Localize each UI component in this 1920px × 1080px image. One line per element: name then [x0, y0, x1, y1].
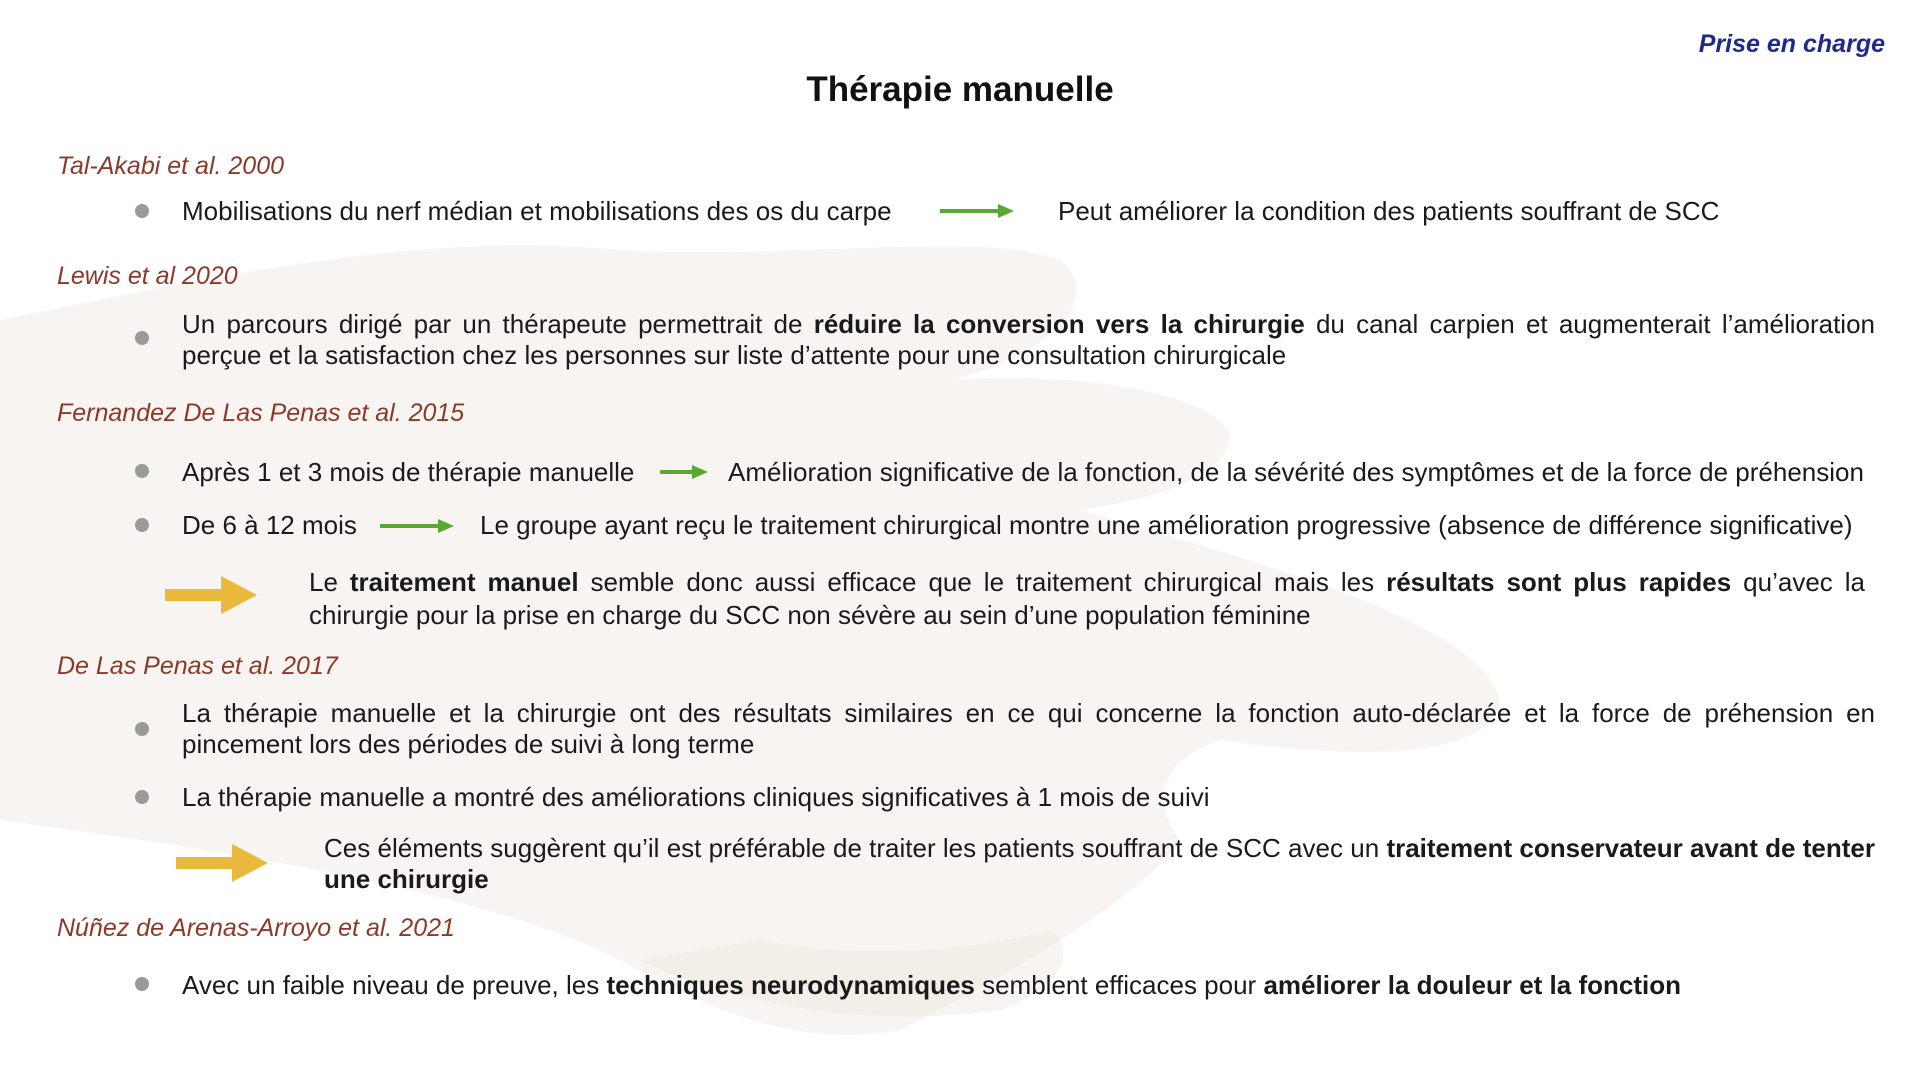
bullet-icon	[135, 977, 149, 991]
study-finding: La thérapie manuelle et la chirurgie ont des résultats similaires en ce qui concerne la fonction auto-déclarée et la force de préhension en pincement lors des périodes de suivi à long terme	[182, 698, 1875, 759]
bullet-icon	[135, 518, 149, 532]
study-finding: De 6 à 12 mois	[182, 510, 357, 540]
section-tag: Prise en charge	[1698, 30, 1885, 58]
green-arrow-icon	[380, 517, 454, 535]
study-reference: Núñez de Arenas-Arroyo et al. 2021	[57, 914, 455, 942]
bullet-icon	[135, 204, 149, 218]
study-reference: Lewis et al 2020	[57, 262, 238, 290]
yellow-arrow-icon	[165, 574, 257, 616]
study-result: Peut améliorer la condition des patients souffrant de SCC	[1058, 196, 1720, 226]
study-finding: Avec un faible niveau de preuve, les techniques neurodynamiques semblent efficaces pour améliorer la douleur et la fonction	[182, 970, 1681, 1000]
bullet-icon	[135, 331, 149, 345]
yellow-arrow-icon	[176, 842, 268, 884]
study-reference: Tal-Akabi et al. 2000	[57, 152, 285, 180]
study-result: Amélioration significative de la fonction, de la sévérité des symptômes et de la force de préhension	[728, 457, 1864, 487]
study-conclusion: Ces éléments suggèrent qu’il est préférable de traiter les patients souffrant de SCC avec un traitement conservateur avant de tenter une chirurgie	[324, 833, 1876, 894]
study-finding: La thérapie manuelle a montré des améliorations cliniques significatives à 1 mois de suivi	[182, 782, 1210, 812]
study-finding: Mobilisations du nerf médian et mobilisations des os du carpe	[182, 196, 892, 226]
study-result: Le groupe ayant reçu le traitement chirurgical montre une amélioration progressive (absence de différence significative)	[480, 510, 1853, 540]
green-arrow-icon	[660, 463, 708, 481]
bullet-icon	[135, 790, 149, 804]
green-arrow-icon	[940, 202, 1014, 220]
bullet-icon	[135, 722, 149, 736]
study-reference: De Las Penas et al. 2017	[57, 652, 338, 680]
study-finding: Un parcours dirigé par un thérapeute permettrait de réduire la conversion vers la chirurgie du canal carpien et augmenterait l’amélioration perçue et la satisfaction chez les personnes sur liste d’attente pour une consultation chirurgicale	[182, 309, 1876, 370]
study-conclusion: Le traitement manuel semble donc aussi efficace que le traitement chirurgical mais les résultats sont plus rapides qu’avec la chirurgie pour la prise en charge du SCC non sévère au sein d’une population féminine	[309, 567, 1865, 630]
study-reference: Fernandez De Las Penas et al. 2015	[57, 399, 465, 427]
study-finding: Après 1 et 3 mois de thérapie manuelle	[182, 457, 635, 487]
page-title: Thérapie manuelle	[806, 70, 1114, 109]
bullet-icon	[135, 464, 149, 478]
